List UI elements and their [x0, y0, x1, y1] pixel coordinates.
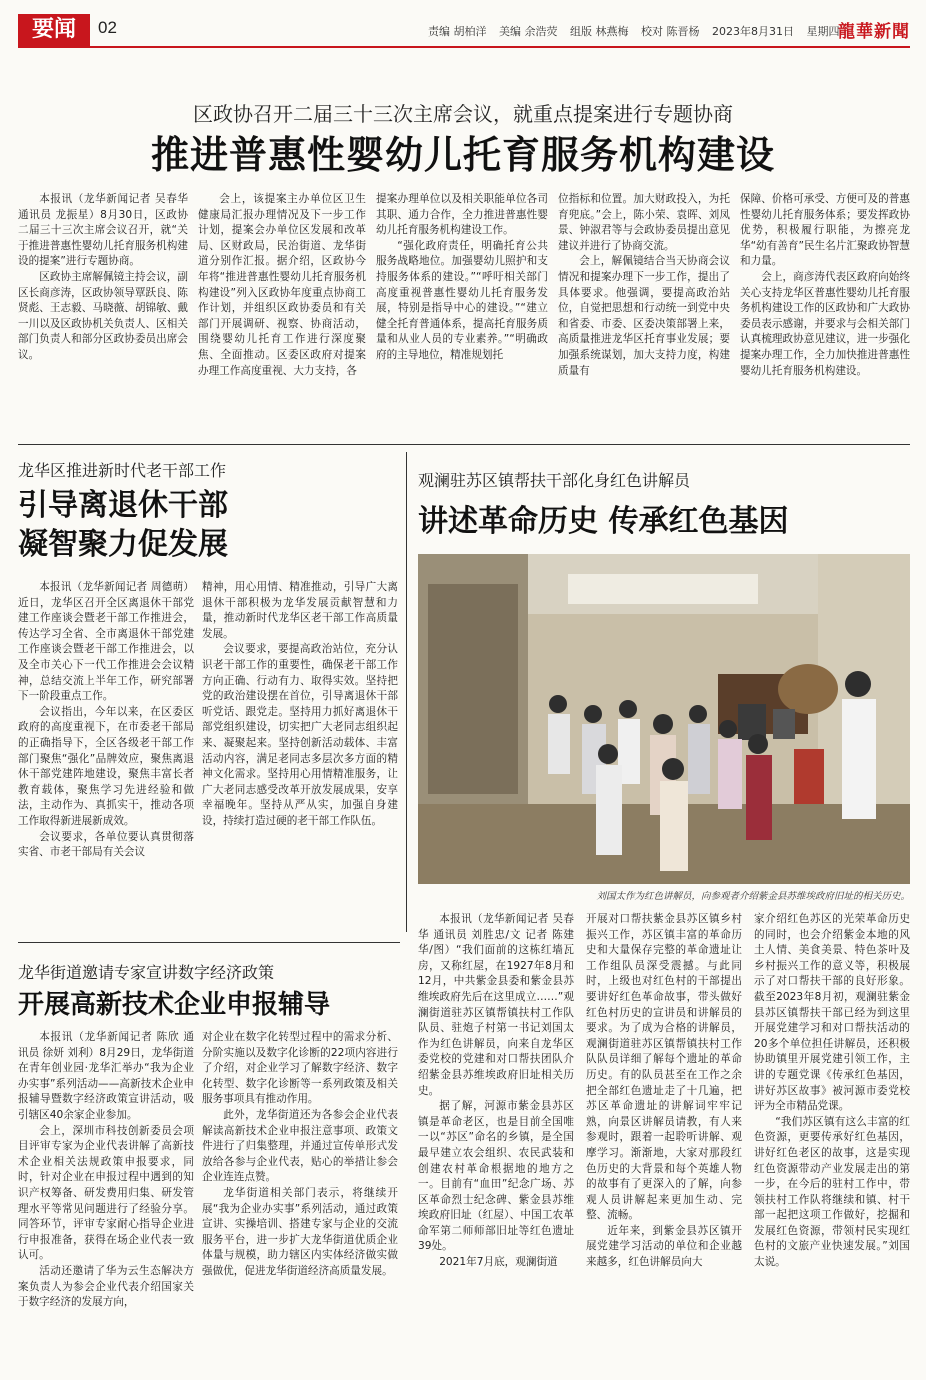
paragraph: 会上，深圳市科技创新委员会项目评审专家为企业代表讲解了高新技术企业相关法规政策申报要求，同时，针对企业在申报过程中遇到的知识产权筹备、研发费用归集、研发管理水平等常见问题进行了经验分享。同答环节，评审专家耐心指导企业进行申报准备，获得在场企业代表一致认可。: [18, 1124, 194, 1262]
article4-kicker: 龙华街道邀请专家宣讲数字经济政策: [18, 963, 275, 982]
article1-headline: 推进普惠性婴幼儿托育服务机构建设: [150, 133, 775, 177]
article3-column-1: [418, 912, 574, 1372]
credit-layout: 组版 林燕梅: [570, 25, 629, 38]
issue-weekday: 星期四: [806, 25, 840, 38]
divider: [406, 452, 407, 932]
paragraph: 近年来，到紫金县苏区镇开展党建学习活动的单位和企业越来越多，红色讲解员向大: [586, 1224, 742, 1269]
paragraph: 龙华街道相关部门表示，将继续开展“我为企业办实事”系列活动，通过政策宣讲、实操培训、搭建专家与企业的交流服务平台，进一步扩大龙华街道优质企业体量与规模，助力辖区内实体经济做实做强做优，促进龙华街道经济高质量发展。: [202, 1186, 398, 1277]
headline-line: 凝智聚力促发展: [18, 527, 228, 562]
article1-column-5: [740, 192, 910, 432]
headline-line: 引导离退休干部: [18, 488, 228, 523]
paragraph: 保障、价格可承受、方便可及的普惠性婴幼儿托育服务体系；要发挥政协优势，积极履行职能，为擦亮龙华“幼有善育”民生名片汇聚政协智慧和力量。: [740, 193, 910, 268]
paragraph: 会议要求，各单位要认真贯彻落实省、市老干部局有关会议: [18, 830, 194, 859]
article3-headline: 讲述革命历史 传承红色基因: [418, 504, 789, 539]
paragraph: 开展对口帮扶紫金县苏区镇乡村振兴工作，苏区镇丰富的革命历史和大量保存完整的革命遗址让工作组队员深受震撼。与此同时，上级也对红色村的干部提出要讲好红色革命故事，带头做好红色村历史的宣讲员和讲解员的要求。为了成为合格的讲解员，观澜街道驻苏区镇帮镇扶村工作队队员详细了解每个遗址的革命历史。有的队员甚至在工作之余把全部红色遗址走了十几遍，把苏区革命遗址的讲解词牢牢记熟，向景区讲解员请教，有人来参观时，跟着一起聆听讲解、观摩学习。渐渐地，大家对那段红色历史的大背景和每个英雄人物的故事有了更深入的了解，向参观人员讲解起来更加生动、完整、流畅。: [586, 913, 742, 1222]
article1-column-2: [198, 192, 366, 432]
article4-column-1: [18, 1030, 194, 1372]
paragraph: 本报讯（龙华新闻记者 吴春华 通讯员 刘胜忠/文 记者 陈建华/图）“我们面前的这栋红墙瓦房，又称红屋，在1927年8月和12月，中共紫金县委和紫金县苏维埃政府先后在这里成立……”观澜街道驻苏区镇帮镇扶村工作队队员、驻炮子村第一书记刘国太作为红色讲解员，向来自龙华区委党校的党建和对口帮扶团队介绍紫金县苏维埃政府旧址相关历史。: [418, 913, 574, 1097]
paragraph: 会上，解佩镜结合当天协商会议情况和提案办理下一步工作，提出了具体要求。他强调，要提高政治站位，自觉把思想和行动统一到党中央和省委、市委、区委决策部署上来，高质量推进龙华区托育事业发展；要加强系统谋划，加大支持力度，构建质量有: [558, 255, 730, 377]
article2-kicker: 龙华区推进新时代老干部工作: [18, 461, 227, 480]
paragraph: 2021年7月底，观澜街道: [439, 1256, 558, 1269]
paragraph: 本报讯（龙华新闻记者 陈欣 通讯员 徐妍 刘利）8月29日，龙华街道在青年创业园·龙华汇举办“我为企业办实事”系列活动——高新技术企业申报辅导暨数字经济政策宣讲活动，吸引辖区40余家企业参加。: [18, 1031, 194, 1121]
section-tag: 要闻: [18, 14, 90, 46]
article3-column-3: [754, 912, 910, 1372]
credit-editor: 责编 胡柏洋: [428, 25, 487, 38]
paragraph: 提案办理单位以及相关职能单位各司其职、通力合作，全力推进普惠性婴幼儿托育服务机构建设工作。: [376, 193, 548, 237]
article3-column-2: [586, 912, 742, 1372]
paragraph: 会上，商彦涛代表区政府向始终关心支持龙华区普惠性婴幼儿托育服务机构建设工作的区政协和广大政协委员表示感谢，并要求与会相关部门认真梳理政协意见建议，进一步强化提案办理工作，全力加快推进普惠性婴幼儿托育服务机构建设。: [740, 270, 910, 377]
paragraph: 会议指出，今年以来，在区委区政府的高度重视下，在市委老干部局的正确指导下，全区各级老干部工作部门聚焦“强化”品牌效应，聚焦离退休干部党建阵地建设，聚焦丰富长者教育载体，聚焦学习先进经验和做法，主动作为、真抓实干，推动各项工作取得新进展新成效。: [18, 705, 194, 827]
paragraph: 本报讯（龙华新闻记者 吴春华 通讯员 龙振星）8月30日，区政协二届三十三次主席会议召开，就“关于推进普惠性婴幼儿托育服务机构建设的提案”进行专题协商。: [18, 193, 188, 268]
article4-column-2: [202, 1030, 398, 1372]
article4-headline: 开展高新技术企业申报辅导: [18, 990, 331, 1020]
paragraph: 位指标和位置。加大财政投入，为托育兜底。”会上，陈小荣、袁晖、刘凤景、钟淑君等与会政协委员提出意见建议并进行了协商交流。: [558, 193, 730, 252]
credit-proof: 校对 陈晋杨: [641, 25, 700, 38]
paragraph: 会上，该提案主办单位区卫生健康局汇报办理情况及下一步工作计划，提案会办单位区发展和改革局、区财政局，民治街道、龙华街道分别作汇报。据介绍，区政协今年将“推进普惠性婴幼儿托育服务机构建设”列入区政协年度重点协商工作计划，并组织区政协委员和有关部门开展调研、视察、协商活动，围绕婴幼儿托育工作进行深度聚焦、全面推动。区委区政府对提案办理工作高度重视、大力支持，各: [198, 193, 366, 377]
article3-kicker: 观澜驻苏区镇帮扶干部化身红色讲解员: [418, 471, 691, 490]
paragraph: “我们苏区镇有这么丰富的红色资源，更要传承好红色基因，讲好红色老区的故事，这是实现红色资源带动产业发展走出的第一步，在今后的驻村工作中，带领扶村工作队将继续和镇、村干部一起把这项工作做好，挖掘和发展红色资源，带领村民实现红色村的文旅产业快速发展。”刘国太说。: [754, 1115, 910, 1269]
article1-column-3: [376, 192, 548, 432]
divider: [18, 444, 910, 445]
newspaper-logo: 龍華新聞: [838, 22, 910, 42]
paragraph: 精神，用心用情、精准推动，引导广大离退休干部积极为龙华发展贡献智慧和力量，推动新时代龙华区老干部工作高质量发展。: [202, 581, 398, 640]
paragraph: 据了解，河源市紫金县苏区镇是革命老区，也是目前全国唯一以“苏区”命名的乡镇，是全国最早建立农会组织、农民武装和创建农村革命根据地的地方之一。目前有“血田”纪念广场、苏区革命烈士纪念碑、紫金县苏维埃政府旧址（红屋）、中国工农革命军第二师师部旧址等红色遗址39处。: [418, 1100, 574, 1253]
article2-headline: [18, 486, 228, 564]
article2-column-1: [18, 580, 194, 930]
article1-column-1: [18, 192, 188, 432]
paragraph: 此外，龙华街道还为各参会企业代表解读高新技术企业申报注意事项、政策文件进行了归集整理，并通过宣传单形式发放给各参与企业代表，贴心的举措让参会企业连连点赞。: [202, 1108, 398, 1184]
news-photo: [418, 554, 910, 884]
paragraph: 本报讯（龙华新闻记者 周德萌）近日，龙华区召开全区离退休干部党建工作座谈会暨老干部工作推进会，传达学习全省、全市离退休干部党建工作座谈会暨老干部工作推进会，以及全市关心下一代工作推进会会议精神，总结交流上半年工作，研究部署下一阶段重点工作。: [18, 581, 194, 703]
article2-column-2: [202, 580, 398, 930]
paragraph: 区政协主席解佩镜主持会议，副区长商彦涛，区政协领导覃跃良、陈贤彪、王志毅、马晓薇、胡锦敏、戴一川以及区政协机关负责人、区相关部门负责人和部分区政协委员出席会议。: [18, 270, 188, 361]
paragraph: 活动还邀请了华为云生态解决方案负责人为参会企业代表介绍国家关于数字经济的发展方向，: [18, 1264, 194, 1309]
credit-art: 美编 余浩荧: [499, 25, 558, 38]
paragraph: 对企业在数字化转型过程中的需求分析、分阶实施以及数字化诊断的22项内容进行了介绍，对企业学习了解数字经济、数字化转型、数字化诊断等一系列政策及相关服务事项具有推动作用。: [202, 1031, 398, 1106]
paragraph: 会议要求，要提高政治站位，充分认识老干部工作的重要性，确保老干部工作方向正确、行动有力、取得实效。坚持把党的政治建设摆在首位，引导离退休干部听党话、跟党走。坚持用力抓好离退休干部党组织建设，切实把广大老同志组织起来、凝聚起来。坚持创新活动载体、丰富活动内容，满足老同志多层次多方面的精神文化需求。坚持用心用情精准服务，让广大老同志感受改革开放发展成果，安享幸福晚年。坚持从严从实，加强自身建设，持续打造过硬的老干部工作队伍。: [202, 643, 398, 827]
article1-kicker: 区政协召开二届三十三次主席会议，就重点提案进行专题协商: [193, 102, 733, 126]
photo-caption: 刘国太作为红色讲解员，向参观者介绍紫金县苏维埃政府旧址的相关历史。: [596, 891, 910, 902]
issue-date: 2023年8月31日: [712, 25, 794, 38]
paragraph: “强化政府责任，明确托育公共服务战略地位。加强婴幼儿照护和支持服务体系的建设。”“呼吁相关部门高度重视普惠性婴幼儿托育服务发展，特别是指导中心的建设。”“建立健全托育普通体系，提高托育服务质量和从业人员的专业素养。”“明确政府的主导地位，精准规划托: [376, 239, 548, 361]
paragraph: 家介绍红色苏区的光荣革命历史的同时，也会介绍紫金本地的风土人情、美食美景、特色茶叶及乡村振兴工作的意义等，积极展示了对口帮扶干部的良好形象。截至2023年8月初，观澜驻紫金县苏区镇帮扶干部已经为到这里开展党建学习和对口帮扶活动的20多个单位担任讲解员，还积极协助镇里开展党建引领工作，主讲的专题党课《传承红色基因，讲好苏区故事》被河源市委党校评为全市精品党课。: [754, 913, 910, 1113]
divider: [18, 942, 400, 943]
masthead: [18, 14, 910, 48]
credits: [428, 23, 849, 39]
article1-column-4: [558, 192, 730, 432]
photo-illustration: [418, 554, 910, 884]
page-number: 02: [98, 18, 117, 37]
